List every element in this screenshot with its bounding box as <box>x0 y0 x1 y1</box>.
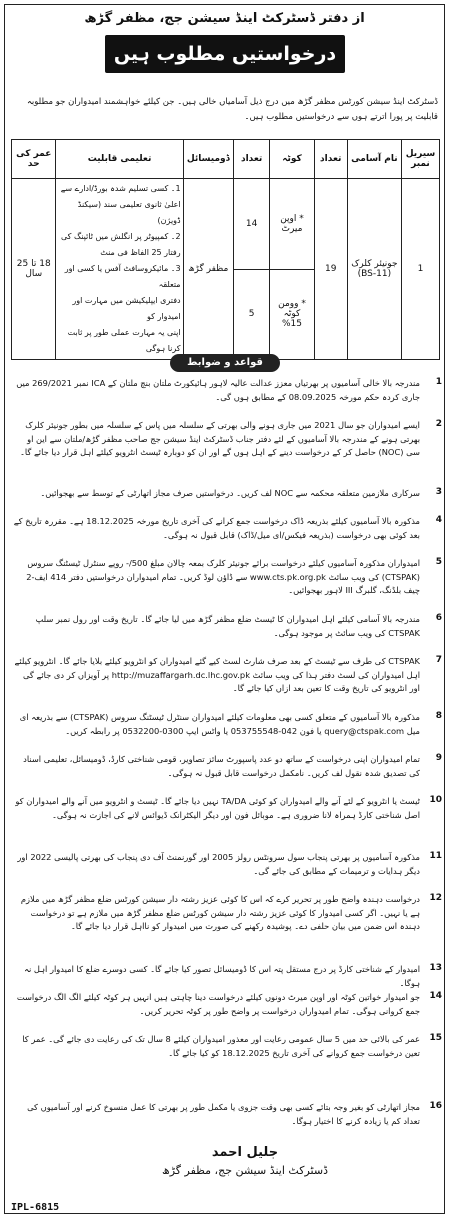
cell-quota-women: * وومن کوٹہ 15% <box>270 269 314 360</box>
rule-item: 3 سرکاری ملازمین متعلقہ محکمہ سے NOC لف کریں۔ درخواستیں صرف مجاز اتھارٹی کے توسط سے بھجوائیں۔ <box>40 487 442 498</box>
rule-item: 12 درخواست دہندہ واضح طور پر تحریر کرے کہ اس کا کوئی عزیز رشتہ دار سیشن کورٹس ضلع مظفر گڑھ میں ملازم ہے یا نہیں۔ اگر کسی امیدوار کا کوئی عزیز رشتہ دار سیشن کورٹس ضلع مظفر گڑھ میں ملازم ہے تو درخواست دہندہ اس ضمن میں بیان حلفی دے۔ پوشیدہ رکھنے کی صورت میں امیدوار کو نااہل قرار دیا جائے گا۔ <box>20 893 442 931</box>
signature-block <box>145 1145 345 1177</box>
rule-item: 10 ٹیسٹ یا انٹرویو کے لئے آنے والے امیدواران کو کوئی TA/DA نہیں دیا جائے گا۔ ٹیسٹ و انٹرویو میں آنے والے امیدواران کو اصل شناختی کارڈ ہمراہ لانا ضروری ہے۔ موبائل فون اور دیگر الیکٹرانک ڈیوائس لانے کی اجازت نہ ہوگی۔ <box>15 795 442 820</box>
post-name: جونیئر کلرک <box>351 259 398 269</box>
rule-item: 16 مجاز اتھارٹی کو بغیر وجہ بتائے کسی بھی وقت جزوی یا مکمل طور پر بھرتی کا عمل منسوخ کرنے اور آسامیوں کی تعداد کم یا زیادہ کرنے کا اختیار ہوگا۔ <box>27 1101 442 1126</box>
col-post: نام آسامی <box>347 140 401 179</box>
cell-quota-open: * اوپن میرٹ <box>270 179 314 270</box>
col-quota: کوٹہ <box>270 140 314 179</box>
ipl-reference: IPL-6815 <box>11 1202 60 1213</box>
office-heading: از دفتر ڈسٹرکٹ اینڈ سیشن جج، مظفر گڑھ <box>84 11 365 26</box>
cell-domicile: مظفر گڑھ <box>183 179 233 360</box>
cell-age <box>12 179 56 360</box>
qual-line: اعلیٰ ثانوی تعلیمی سند (سیکنڈ ڈویژن) <box>77 200 181 225</box>
age-unit: سال <box>25 269 43 279</box>
intro-paragraph: ڈسٹرکٹ اینڈ سیشن کورٹس مظفر گڑھ میں درج ذیل آسامیاں خالی ہیں۔ جن کیلئے خواہشمند امیدواران جو مطلوبہ قابلیت پر پورا اترتے ہوں سے درخواستیں مطلوب ہیں۔ <box>26 97 438 122</box>
rules-title: قواعد و ضوابط <box>170 354 280 372</box>
qual-line: 2۔ کمپیوٹر پر انگلش میں ٹائپنگ کی <box>61 232 181 241</box>
vacancy-banner: درخواستیں مطلوب ہیں <box>105 35 345 73</box>
col-age: عمر کی حد <box>12 140 56 179</box>
rule-item: 14 جو امیدوار خواتین کوٹہ اور اوپن میرٹ دونوں کیلئے درخواست دینا چاہتی ہیں انہیں ہر کوٹہ کیلئے الگ الگ درخواست جمع کروانی ہوگی۔ تمام امیدواران درخواست پر واضح طور پر کوٹہ تحریر کریں۔ <box>16 991 442 1016</box>
post-scale: (BS-11) <box>357 269 392 279</box>
signatory-name: جلیل احمد <box>211 1145 279 1160</box>
rule-item: 4 مذکورہ بالا آسامیوں کیلئے بذریعہ ڈاک درخواست جمع کرانے کی آخری تاریخ مورخہ 18.12.2025 ہے۔ مقررہ تاریخ کے بعد کوئی بھی درخواست (بذریعہ فیکس/ای میل/ڈاک) قابل قبول نہ ہوگی۔ <box>13 515 442 540</box>
rule-item: 7 CTSPAK کی طرف سے ٹیسٹ کے بعد صرف شارٹ لسٹ کیے گئے امیدواران کو انٹرویو کیلئے بلایا جائے گا۔ انٹرویو کیلئے اہل امیدواران کی لسٹ دفتر ہذا کی ویب سائٹ http://muzaffargarh.dc.lhc.gov.pk پر آویزاں کر دی جائے گی اور انٹرویو کی تاریخ وقت کا تعین بعد ازاں کیا جائے گا۔ <box>14 655 442 693</box>
age-range: 18 تا 25 <box>16 259 51 269</box>
rule-item: 6 مندرجہ بالا آسامی کیلئے اہل امیدواران کا ٹیسٹ ضلع مظفر گڑھ میں لیا جائے گا۔ تاریخ وقت اور رول نمبر سلپ CTSPAK کی ویب سائٹ پر موجود ہوگی۔ <box>35 613 442 638</box>
qual-line: دفتری ایپلیکیشن میں مہارت اور امیدوار کو <box>72 296 181 321</box>
col-domicile: ڈومیسائل <box>183 140 233 179</box>
advertisement-page <box>4 4 445 1214</box>
col-serial: سیریل نمبر <box>401 140 439 179</box>
rule-item: 11 مذکورہ آسامیوں پر بھرتی پنجاب سول سرونٹس رولز 2005 اور گورنمنٹ آف دی پنجاب کی بھرتی پالیسی 2022 اور دیگر ہدایات و ترمیمات کے مطابق کی جائے گی۔ <box>17 851 442 876</box>
rule-item: 5 امیدواران مذکورہ آسامیوں کیلئے درخواست برائے جونیئر کلرک بمعہ چالان مبلغ 500/- روپے سنٹرل ٹیسٹنگ سروس (CTSPAK) کی ویب سائٹ www.cts.pk.org.pk سے ڈاؤن لوڈ کریں۔ تمام امیدواران درخواستیں دفتر 414 ایف-2 چیف بلڈنگ، گلبرگ III لاہور بھجوائیں۔ <box>26 557 442 595</box>
signatory-designation: ڈسٹرکٹ اینڈ سیشن جج، مظفر گڑھ <box>162 1164 328 1177</box>
col-qualification: تعلیمی قابلیت <box>56 140 183 179</box>
col-count: تعداد <box>233 140 269 179</box>
qual-line: اپنی یہ مہارت عملی طور پر ثابت کرنا ہوگی <box>67 328 181 353</box>
rule-item: 15 عمر کی بالائی حد میں 5 سال عمومی رعایت اور معذور امیدواران کیلئے 8 سال تک کی رعایت دی جائے گی۔ عمر کا تعین درخواست جمع کروانے کی آخری تاریخ 18.12.2025 کو کیا جائے گا۔ <box>22 1033 442 1058</box>
rule-item: 13 امیدوار کے شناختی کارڈ پر درج مستقل پتہ اس کا ڈومیسائل تصور کیا جائے گا۔ کسی دوسرے ضلع کا امیدوار اہل نہ ہوگا۔ <box>24 963 442 988</box>
col-total: تعداد <box>314 140 347 179</box>
qual-line: 1۔ کسی تسلیم شدہ بورڈ/ادارے سے <box>60 184 181 193</box>
rule-item: 2 ایسے امیدواران جو سال 2021 میں جاری ہونے والی بھرتی کے سلسلہ میں پاس کے سلسلہ میں بطور جونیئر کلرک بھرتی ہونے کے مندرجہ بالا آسامیوں کے لئے دفتر جناب ڈسٹرکٹ اینڈ سیشن جج صاحب مظفر گڑھ/ملتان سے این او سی (NOC) حاصل کر کے درخواست دینے کے اہل ہوں گے اور ان کو دوبارہ ٹیسٹ انٹرویو کیلئے اہل قرار دیا جائے گا۔ <box>19 419 442 457</box>
rule-item: 9 تمام امیدواران اپنی درخواست کے ساتھ دو عدد پاسپورٹ سائز تصاویر، قومی شناختی کارڈ، ڈومیسائل، تعلیمی اسناد کی تصدیق شدہ نقول لف کریں۔ نامکمل درخواست قابل قبول نہ ہوگی۔ <box>23 753 442 778</box>
cell-qualification <box>56 179 183 360</box>
rule-item: 8 مذکورہ بالا آسامیوں کے متعلق کسی بھی معلومات کیلئے امیدواران سنٹرل ٹیسٹنگ سروس (CTSPAK) سے بذریعہ ای میل query@ctspak.com یا فون 042-053755548 یا واٹس ایپ 0300-0532200 پر رابطہ کریں۔ <box>19 711 442 736</box>
vacancy-table <box>11 139 440 360</box>
cell-post <box>347 179 401 360</box>
cell-serial: 1 <box>401 179 439 360</box>
qual-line: 3۔ مائیکروسافٹ آفس یا کسی اور متعلقہ <box>64 264 181 289</box>
rule-item: 1 مندرجہ بالا خالی آسامیوں پر بھرتیاں معزز عدالت عالیہ لاہور ہائیکورٹ ملتان بنچ ملتان کے ICA نمبر 269/2021 میں جاری کردہ حکم مورخہ 08.09.2025 کے مطابق ہوں گی۔ <box>16 377 442 402</box>
cell-count-women: 5 <box>233 269 269 360</box>
qual-line: رفتار 25 الفاظ فی منٹ <box>100 248 181 257</box>
cell-total: 19 <box>314 179 347 360</box>
cell-count-open: 14 <box>233 179 269 270</box>
